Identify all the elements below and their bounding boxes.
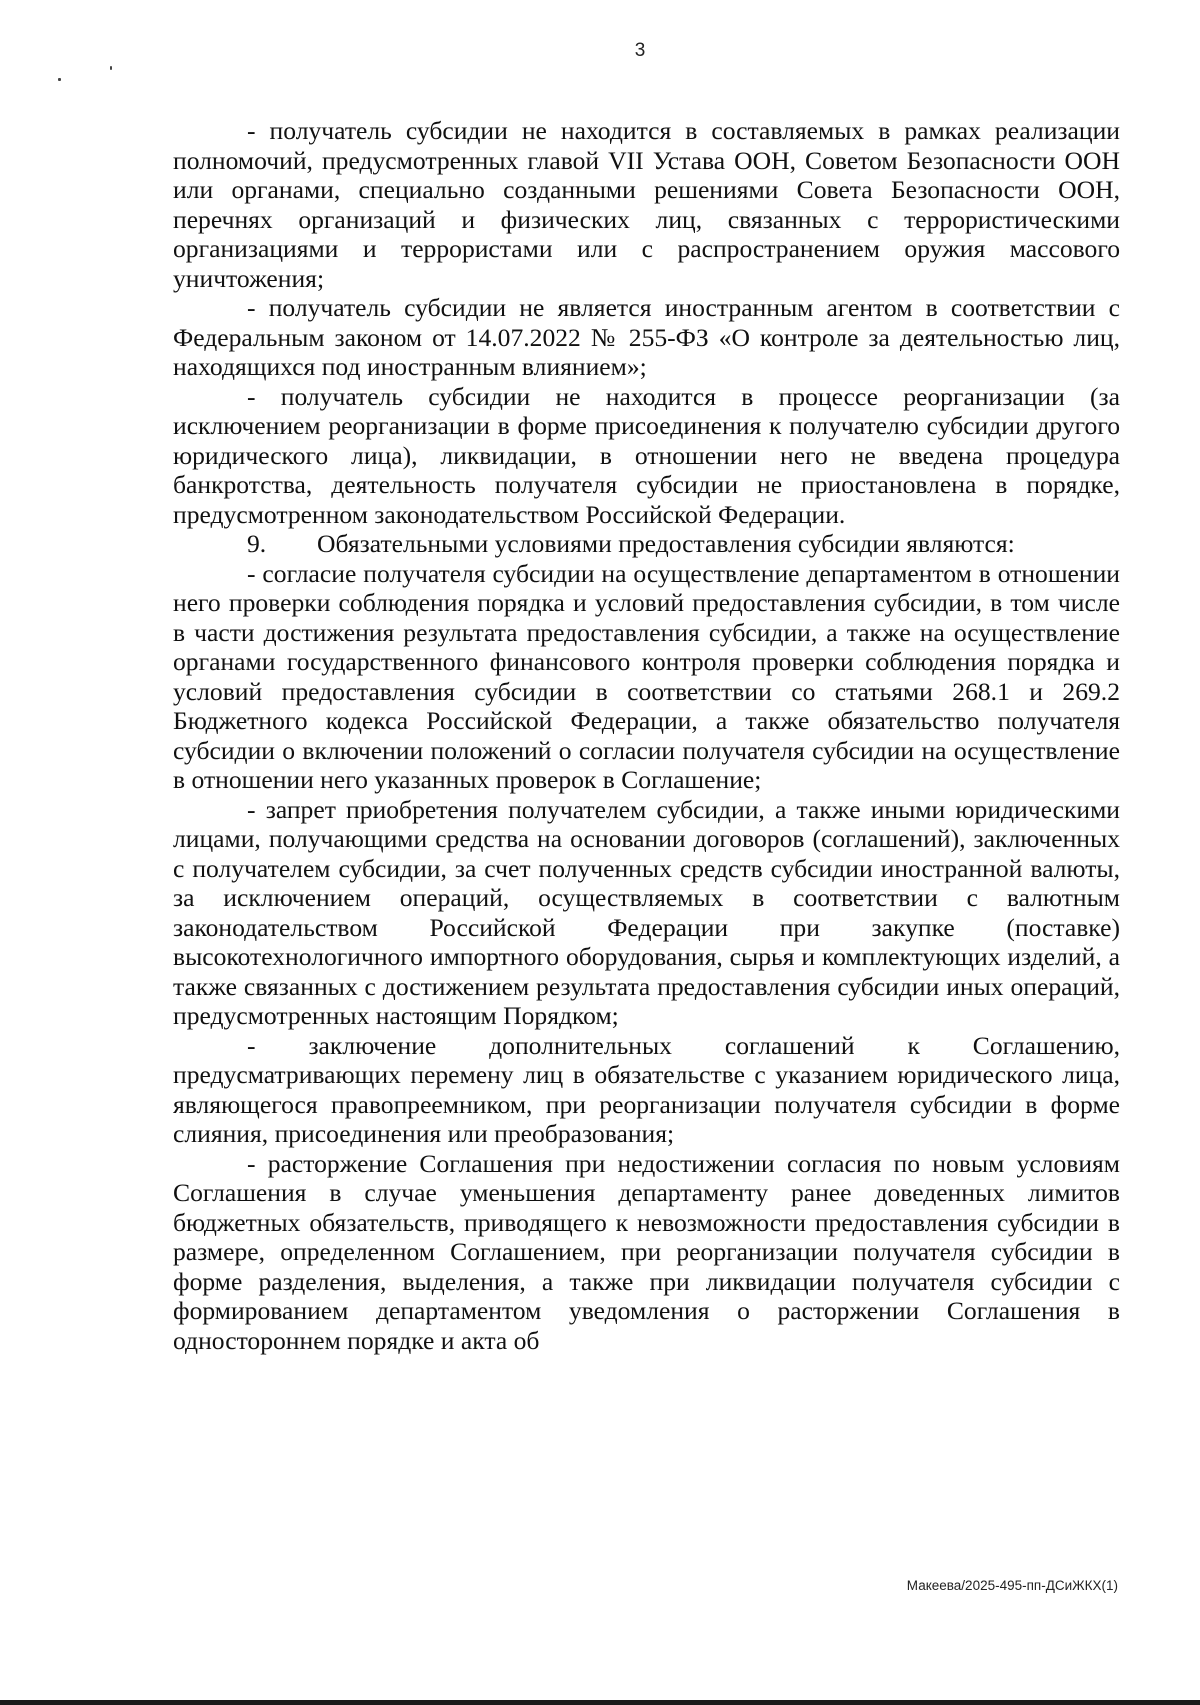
clause-9 xyxy=(173,529,1120,559)
clause-9-text: Обязательными условиями предоставления субсидии являются: xyxy=(317,529,1015,558)
paragraph-reorganization: - получатель субсидии не находится в процессе реорганизации (за исключением реорганизации в форме присоединения к получателю субсидии другого юридического лица), ликвидации, в отношении него не введена процедура банкротства, деятельность получателя субсидии не приостановлена в порядке, предусмотренном законодательством Российской Федерации. xyxy=(173,381,1120,529)
page-number: 3 xyxy=(634,40,646,61)
document-reference-code: Макеева/2025-495-пп-ДСиЖКХ(1) xyxy=(906,1578,1118,1593)
paragraph-un-sanctions: - получатель субсидии не находится в составляемых в рамках реализации полномочий, предусмотренных главой VII Устава ООН, Советом Безопасности ООН или органами, специально созданными решениями Совета Безопасности ООН, перечнях организаций и физических лиц, связанных с террористическими организациями и террористами или с распространением оружия массового уничтожения; xyxy=(173,116,1120,293)
scan-bottom-edge xyxy=(0,1700,1200,1705)
paragraph-consent-to-audit: - согласие получателя субсидии на осуществление департаментом в отношении него проверки соблюдения порядка и условий предоставления субсидии, в том числе в части достижения результата предоставления субсидии, а также на осуществление органами государственного финансового контроля проверки соблюдения порядка и условий предоставления субсидии в соответствии со статьями 268.1 и 269.2 Бюджетного кодекса Российской Федерации, а также обязательство получателя субсидии о включении положений о согласии получателя субсидии на осуществление в отношении него указанных проверок в Соглашение; xyxy=(173,558,1120,794)
document-body xyxy=(173,116,1120,1355)
paragraph-currency-ban: - запрет приобретения получателем субсидии, а также иными юридическими лицами, получающими средства на основании договоров (соглашений), заключенных с получателем субсидии, за счет полученных средств субсидии иностранной валюты, за исключением операций, осуществляемых в соответствии с валютным законодательством Российской Федерации при закупке (поставке) высокотехнологичного импортного оборудования, сырья и комплектующих изделий, а также связанных с достижением результата предоставления субсидии иных операций, предусмотренных настоящим Порядком; xyxy=(173,794,1120,1030)
paragraph-termination: - расторжение Соглашения при недостижении согласия по новым условиям Соглашения в случае уменьшения департаменту ранее доведенных лимитов бюджетных обязательств, приводящего к невозможности предоставления субсидии в размере, определенном Соглашением, при реорганизации получателя субсидии в форме разделения, выделения, а также при ликвидации получателя субсидии с формированием департаментом уведомления о расторжении Соглашения в одностороннем порядке и акта об xyxy=(173,1148,1120,1355)
clause-9-number: 9. xyxy=(247,529,267,558)
paragraph-additional-agreements: - заключение дополнительных соглашений к Соглашению, предусматривающих перемену лиц в обязательстве с указанием юридического лица, являющегося правопреемником, при реорганизации получателя субсидии в форме слияния, присоединения или преобразования; xyxy=(173,1030,1120,1148)
paragraph-foreign-agent: - получатель субсидии не является иностранным агентом в соответствии с Федеральным законом от 14.07.2022 № 255-ФЗ «О контроле за деятельностью лиц, находящихся под иностранным влиянием»; xyxy=(173,293,1120,381)
